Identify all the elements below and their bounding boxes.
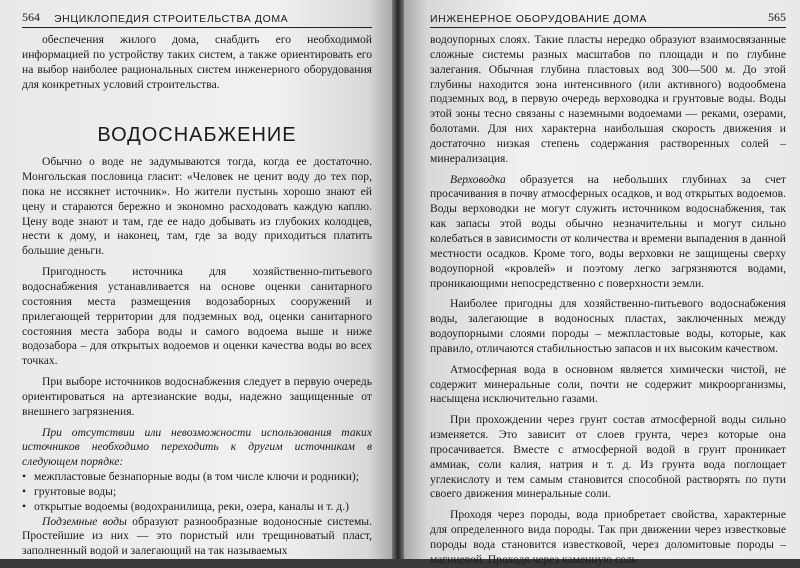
page-number-left: 564 — [22, 10, 40, 24]
section-title: ВОДОСНАБЖЕНИЕ — [97, 124, 297, 147]
running-head-left — [22, 8, 372, 28]
bullet-icon: • — [22, 484, 27, 498]
bullet-icon: • — [22, 499, 27, 513]
paragraph-4: При отсутствии или невозможности использования таких источников необходимо переходить к другим источникам в следующем порядке: — [22, 425, 372, 469]
left-page — [0, 0, 392, 559]
paragraph-r1: водоупорных слоях. Такие пласты нередко образуют взаимосвязанные сложные системы разных масштабов по площади и по глубине залегания. Обычная глубина пластовых вод 300—500 м. До этой глубины находится зона интенсивного (или активного) водообмена подземных вод, в первую очередь верховодка и грунтовые воды. Воды этой зоны тесно связаны с наземными водоемами — реками, озерами, болотами. Для них характерна наибольшая скорость движения и достаточно низкая степень содержания растворенных солей – минерализация. — [430, 33, 786, 165]
list-item: • открытые водоемы (водохранилища, реки, озера, каналы и т. д.) — [22, 499, 349, 513]
running-head-title-left: ЭНЦИКЛОПЕДИЯ СТРОИТЕЛЬСТВА ДОМА — [54, 13, 289, 25]
left-page-body — [22, 33, 372, 559]
term-perched-water: Верховодка — [450, 172, 506, 186]
paragraph-5: Подземные воды образуют разнообразные водоносные системы. Простейшие из них — это пористый или трещиноватый пласт, заполненный водой и залегающий на так называемых — [22, 514, 372, 558]
list-item: • межпластовые безнапорные воды (в том числе ключи и родники); — [22, 470, 360, 484]
list-item: • грунтовые воды; — [22, 484, 117, 498]
running-head-title-right: ИНЖЕНЕРНОЕ ОБОРУДОВАНИЕ ДОМА — [430, 13, 647, 25]
book-gutter — [392, 0, 404, 559]
term-underground-water: Подземные воды — [42, 514, 127, 528]
paragraph-3: При выборе источников водоснабжения следует в первую очередь ориентироваться на артезианские воды, надежно защищенные от внешнего загрязнения. — [22, 375, 372, 418]
right-page — [404, 0, 800, 566]
source-list — [22, 470, 372, 515]
intro-paragraph: обеспечения жилого дома, снабдить его необходимой информацией по устройству таких систем, а также ориентировать его на выбор наиболее рациональных систем инженерного оборудования для конкретных условий строительства. — [22, 33, 372, 91]
paragraph-r4: Атмосферная вода в основном является химически чистой, не содержит минеральные соли, почти не содержит микроорганизмы, насыщена исключительно газами. — [430, 362, 786, 406]
paragraph-2: Пригодность источника для хозяйственно-питьевого водоснабжения устанавливается на основе оценки санитарного состояния места размещения водозаборных сооружений и прилегающей территории для подземных вод, оценки санитарного состояния места забора воды и самого водоема выше и ниже водозабора – для открытых водоемов и оценки качества воды во всех точках. — [22, 265, 372, 368]
paragraph-1: Обычно о воде не задумываются тогда, когда ее достаточно. Монгольская пословица гласит: «Человек не ценит воду до тех пор, пока не иссякнет источник». Но жители пустынь хорошо знают ей цену и стараются бережно и экономно расходовать каждую каплю. Цену воде знают и там, где ее надо добывать из глубоких колодцев, нести к дому, и наконец, там, где за воду приходиться платить большие деньги. — [22, 155, 372, 258]
paragraph-r2: Верховодка образуется на небольших глубинах за счет просачивания в почву атмосферных осадков, и вод открытых водоемов. Воды верховодки не могут служить источником водоснабжения, так как запасы этой воды обычно незначительны и могут сильно колебаться в зависимости от количества и времени выпадения в данной местности осадков. Кроме того, воды верховки не защищены сверху водоупорной «кровлей» и поэтому легко загрязняются водами, проникающими непосредственно с поверхности земли. — [430, 172, 786, 290]
page-number-right: 565 — [768, 10, 786, 24]
running-head-right — [430, 8, 786, 28]
paragraph-r3: Наиболее пригодны для хозяйственно-питьевого водоснабжения воды, залегающие в водоносных пластах, заключенных между водоупорными слоями породы – межпластовые воды, которые, как правило, отличаются стабильностью запасов и их высоким качеством. — [430, 297, 786, 355]
bullet-icon: • — [22, 470, 27, 484]
right-page-body — [430, 33, 786, 568]
paragraph-r6: Проходя через породы, вода приобретает свойства, характерные для определенного вида породы. Так при движении через известковые породы вода становится известковой, через доломитовые породы – магниевой. Проходя через каменную соль — [430, 508, 786, 566]
paragraph-r5: При прохождении через грунт состав атмосферной воды сильно изменяется. Это зависит от слоев грунта, через которые она просачивается. Вместе с атмосферной водой в грунт проникает аммиак, соли калия, натрия и т. д. Из грунта вода поглощает углекислоту и тем самым становится способной растворять по пути своего движения минеральные соли. — [430, 413, 786, 501]
